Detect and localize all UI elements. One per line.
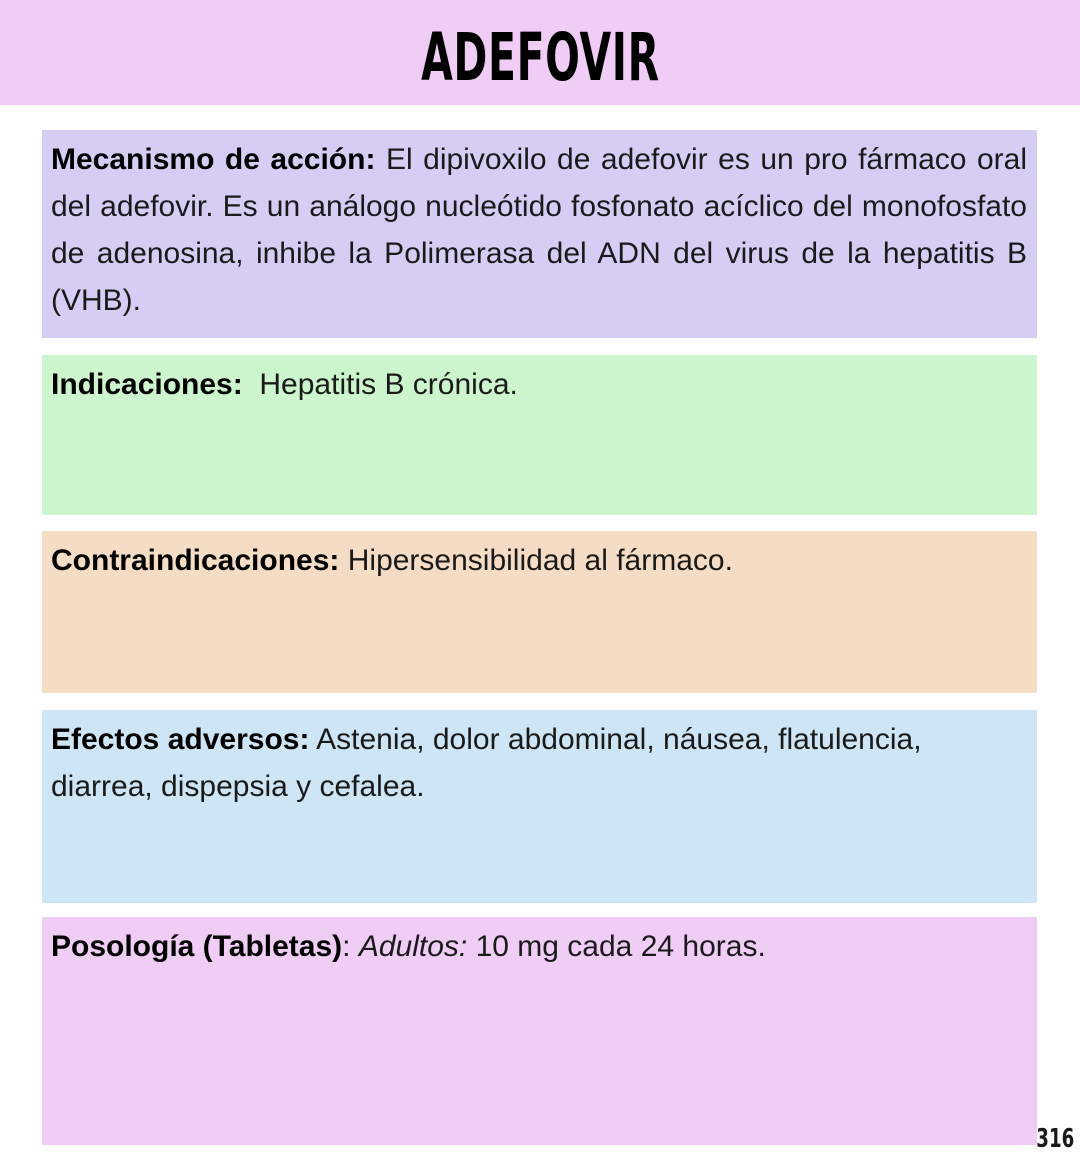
page-number: 316 [1036, 1124, 1074, 1154]
section-label: Posología (Tabletas) [51, 930, 343, 963]
section-text: 10 mg cada 24 horas. [475, 930, 766, 963]
section-mecanismo [42, 130, 1037, 338]
section-efectos-adversos [42, 710, 1037, 903]
section-contraindicaciones [42, 531, 1037, 693]
header-banner [0, 0, 1080, 105]
section-text: Hepatitis B crónica. [259, 368, 518, 401]
page-title: ADEFOVIR [420, 19, 660, 96]
section-label: Mecanismo de acción: [51, 143, 376, 176]
section-colon: : [342, 930, 351, 963]
section-text: Hipersensibilidad al fármaco. [347, 544, 733, 577]
section-label: Indicaciones: [51, 368, 243, 401]
section-text: El dipivoxilo de adefovir es un pro fármaco oral del adefovir. Es un análogo nucleótido fosfonato acíclico del monofosfato de adenosina, inhibe la Polimerasa del ADN del virus de la hepatitis B (VHB). [51, 143, 1027, 317]
section-text: Astenia, dolor abdominal, náusea, flatulencia, diarrea, dispepsia y cefalea. [51, 723, 922, 803]
section-label: Efectos adversos: [51, 723, 310, 756]
section-label: Contraindicaciones: [51, 544, 340, 577]
section-italic: Adultos: [358, 930, 468, 963]
section-indicaciones [42, 355, 1037, 515]
section-posologia [42, 917, 1037, 1145]
